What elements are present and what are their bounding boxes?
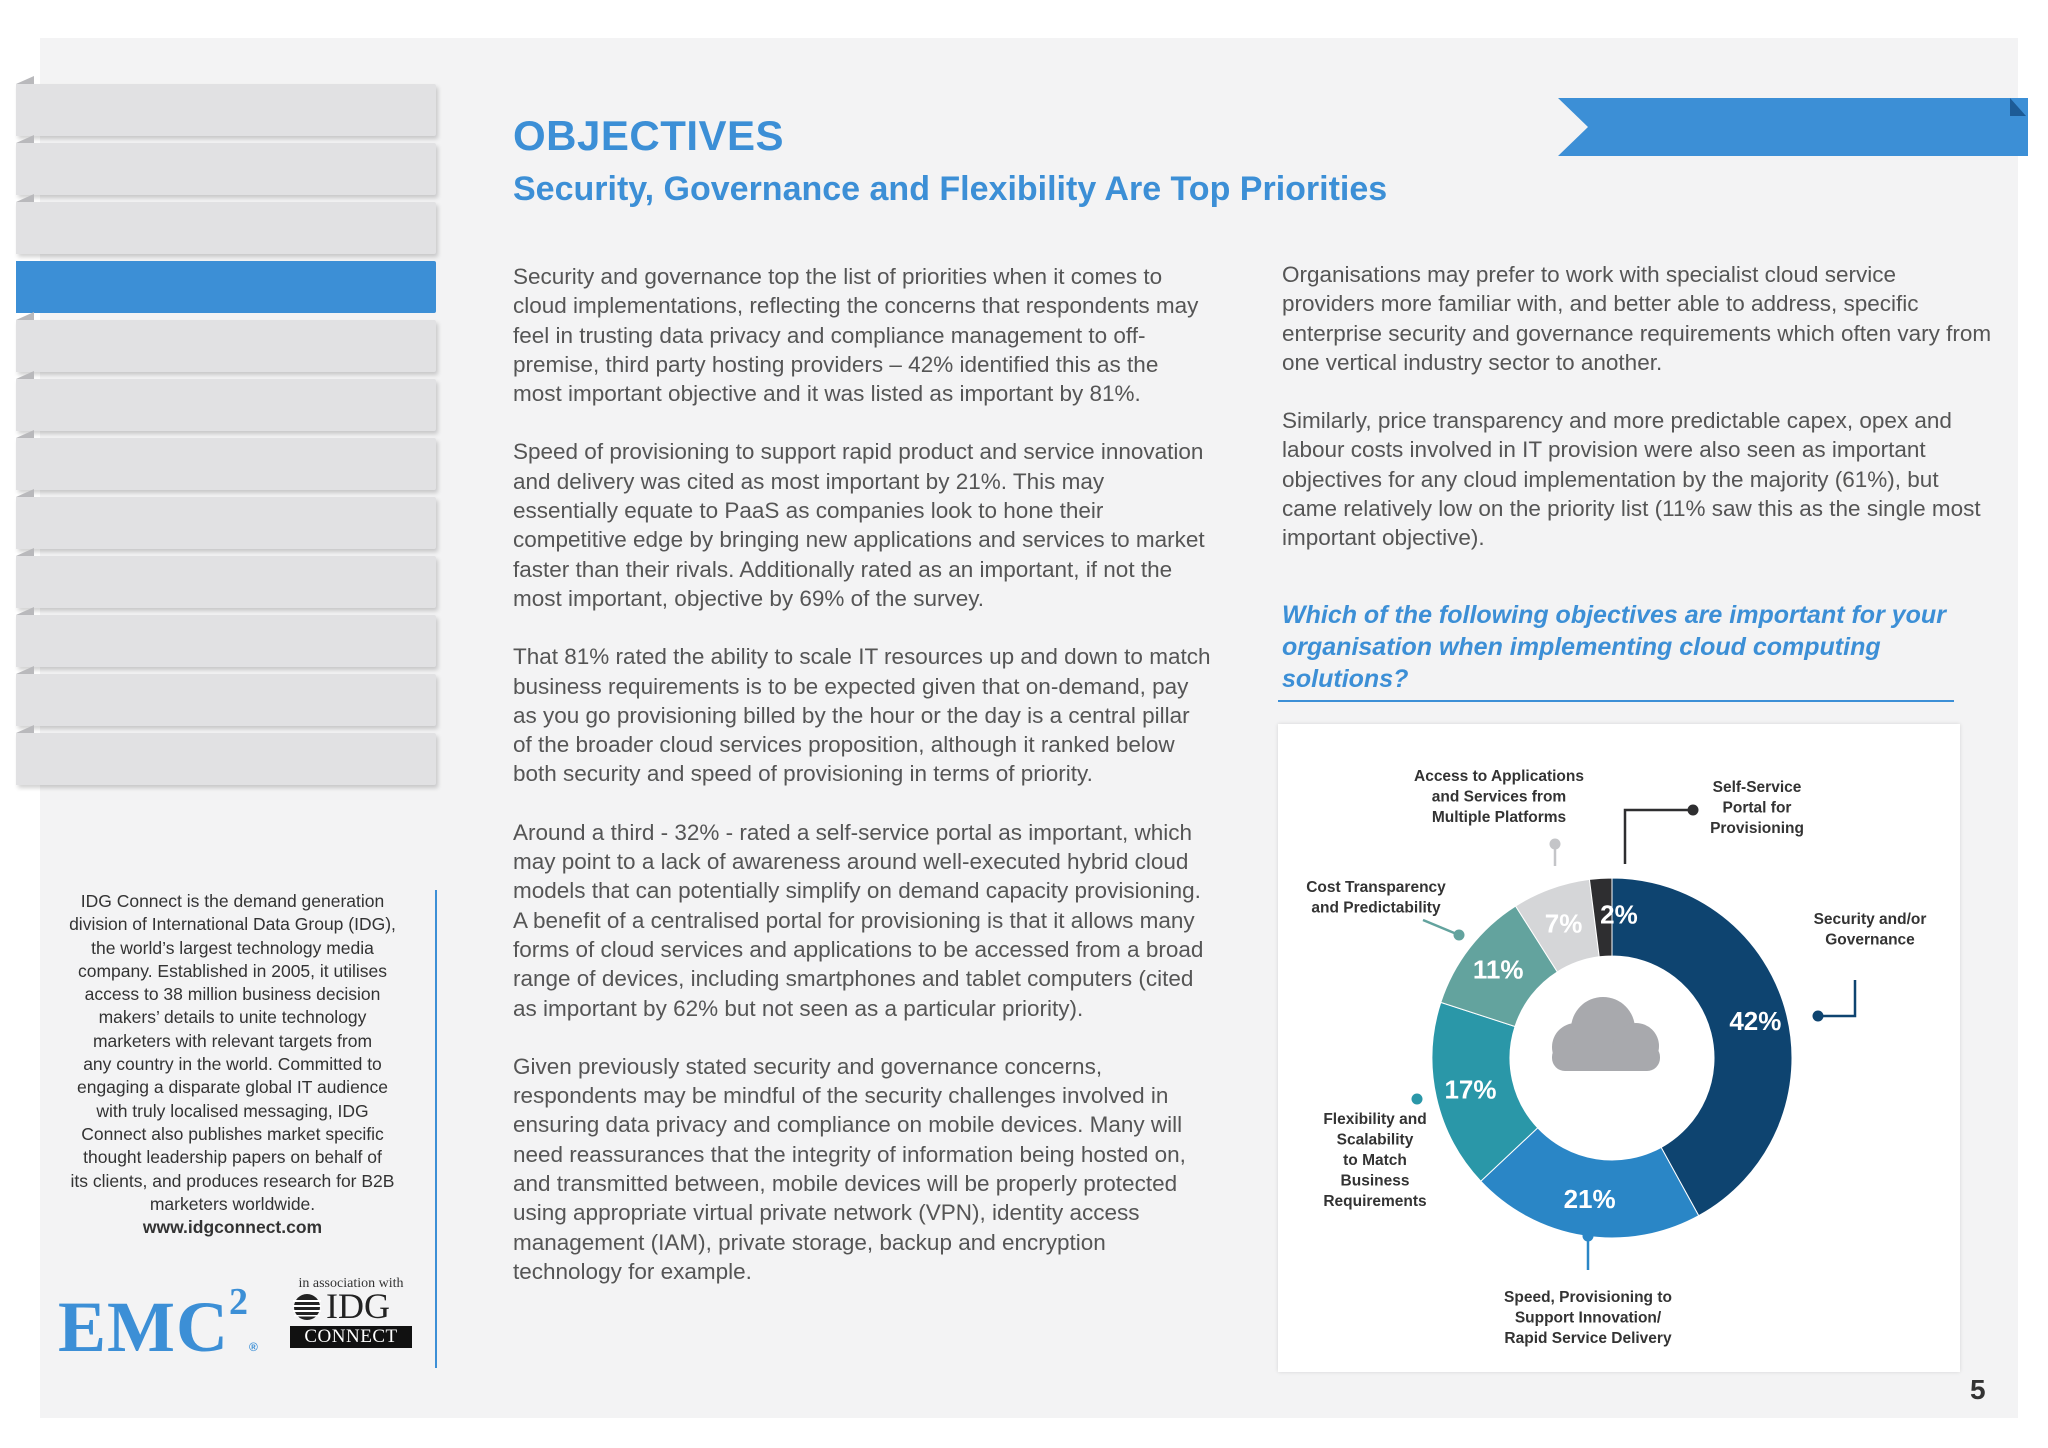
about-line: makers’ details to unite technology — [98, 1007, 367, 1028]
website-link[interactable]: www.idgconnect.com — [142, 1217, 323, 1238]
about-idg-connect — [60, 890, 405, 1239]
donut-chart — [1278, 724, 1960, 1372]
nav-tab-4-active[interactable] — [16, 261, 436, 313]
leader-line-self-service-portal-for-provisioning — [1625, 810, 1693, 864]
survey-question: Which of the following objectives are important for your organisation when implementing cloud computing solutions? — [1282, 601, 1946, 693]
about-line: the world’s largest technology media — [91, 937, 374, 958]
leader-dot-security-and-or-governance — [1813, 1011, 1824, 1022]
body-paragraph: That 81% rated the ability to scale IT resources up and down to match business requirements is to be expected given that on-demand, pay as you go provisioning billed by the hour or the day is a central pillar of the broader cloud services proposition, although it ranked below both security and speed of provisioning in terms of priority. — [513, 644, 1211, 787]
about-line: with truly localised messaging, IDG — [96, 1100, 369, 1121]
leader-dot-self-service-portal-for-provisioning — [1688, 805, 1699, 816]
connect-wordmark: CONNECT — [290, 1326, 412, 1348]
about-line: company. Established in 2005, it utilises — [77, 960, 387, 981]
leader-dot-access-to-applications-and-services-from-multiple-platforms — [1550, 839, 1561, 850]
category-label-speed-provisioning-to-support-innovation-rapid-service-delivery: Speed, Provisioning to Support Innovation/ Rapid Service Delivery — [1504, 1289, 1672, 1347]
about-line: marketers worldwide. — [149, 1193, 316, 1214]
about-line: division of International Data Group (IDG), — [69, 914, 396, 935]
about-line: engaging a disparate global IT audience — [76, 1077, 389, 1098]
nav-tab-2[interactable] — [16, 143, 436, 195]
leader-dot-flexibility-and-scalability-to-match-business-requirements — [1412, 1094, 1423, 1105]
pct-label-flexibility-and-scalability-to-match-business-requirements: 17% — [1444, 1074, 1497, 1105]
page-subtitle: Security, Governance and Flexibility Are Top Priorities — [513, 170, 1388, 208]
about-line: thought leadership papers on behalf of — [83, 1147, 382, 1168]
body-paragraph: Security and governance top the list of priorities when it comes to cloud implementations, reflecting the concerns that respondents may feel in trusting data privacy and compliance management to off-premise, third party hosting providers – 42% identified this as the most important objective and it was listed as important by 81%. — [513, 264, 1199, 407]
body-paragraph: Similarly, price transparency and more predictable capex, opex and labour costs involved in IT provision were also seen as important objectives for any cloud implementation by the majority (61%), but came relatively low on the priority list (11% saw this as the single most important objective). — [1282, 408, 1981, 551]
question-underline — [1278, 700, 1954, 702]
page-title: OBJECTIVES — [513, 112, 785, 159]
nav-tab-7[interactable] — [16, 438, 436, 490]
nav-tab-5[interactable] — [16, 320, 436, 372]
leader-line-security-and-or-governance — [1818, 980, 1855, 1016]
pct-label-security-and-or-governance: 42% — [1729, 1006, 1782, 1037]
category-label-security-and-or-governance: Security and/or Governance — [1813, 911, 1927, 949]
nav-tab-3[interactable] — [16, 202, 436, 254]
idg-logo: IDG — [290, 1292, 412, 1322]
body-paragraph: Organisations may prefer to work with specialist cloud service providers more familiar with, and better able to address, specific enterprise security and governance requirements which often vary from one vertical industry sector to another. — [1282, 262, 1992, 375]
body-paragraph: Given previously stated security and governance concerns, respondents may be mindful of the security challenges involved in ensuring data privacy and compliance on mobile devices. Many will need reassurances that the integrity of information being hosted on, and transmitted between, mobile devices will be properly protected using appropriate virtual private network (VPN), identity access management (IAM), private storage, backup and encryption technology for example. — [513, 1053, 1186, 1284]
pct-label-access-to-applications-and-services-from-multiple-platforms: 7% — [1544, 908, 1583, 939]
about-line: any country in the world. Committed to — [83, 1054, 382, 1075]
globe-icon — [290, 1292, 324, 1322]
pct-label-cost-transparency-and-predictability: 11% — [1472, 954, 1524, 985]
nav-tab-12[interactable] — [16, 733, 436, 785]
pct-label-speed-provisioning-to-support-innovation-rapid-service-delivery: 21% — [1563, 1184, 1616, 1215]
nav-tab-10[interactable] — [16, 615, 436, 667]
nav-tab-8[interactable] — [16, 497, 436, 549]
body-right-column — [1282, 260, 1992, 582]
cloud-icon — [1552, 997, 1660, 1071]
body-left-column — [513, 262, 1213, 1315]
nav-tab-6[interactable] — [16, 379, 436, 431]
nav-tab-1[interactable] — [16, 84, 436, 136]
emc-logo: EMC$^2$® — [58, 1281, 259, 1367]
about-line: marketers with relevant targets from — [92, 1030, 373, 1051]
body-paragraph: Speed of provisioning to support rapid product and service innovation and delivery was cited as most important by 21%. This may essentially equate to PaaS as companies look to hone their competitive edge by bringing new applications and services to market faster than their rivals. Additionally rated as an important, if not the most important, objective by 69% of the survey. — [513, 439, 1205, 611]
nav-tab-9[interactable] — [16, 556, 436, 608]
page-number: 5 — [1970, 1374, 1986, 1405]
header-ribbon — [1558, 98, 2028, 156]
category-label-cost-transparency-and-predictability: Cost Transparency and Predictability — [1306, 879, 1446, 917]
category-label-flexibility-and-scalability-to-match-business-requirements: Flexibility and Scalability to Match Business Requirements — [1323, 1111, 1427, 1210]
leader-dot-speed-provisioning-to-support-innovation-rapid-service-delivery — [1583, 1231, 1594, 1242]
about-line: access to 38 million business decision — [84, 984, 381, 1005]
about-line: its clients, and produces research for B2B — [70, 1170, 395, 1191]
about-line: Connect also publishes market specific — [81, 1123, 384, 1144]
association-text: in association with — [298, 1276, 404, 1291]
sidebar-divider — [435, 890, 437, 1368]
leader-dot-cost-transparency-and-predictability — [1454, 930, 1465, 941]
about-line: IDG Connect is the demand generation — [80, 891, 385, 911]
donut-chart-panel — [1278, 724, 1960, 1372]
nav-tab-11[interactable] — [16, 674, 436, 726]
category-label-self-service-portal-for-provisioning: Self-Service Portal for Provisioning — [1710, 779, 1804, 837]
body-paragraph: Around a third - 32% - rated a self-service portal as important, which may point to a lack of awareness around well-executed hybrid cloud models that can potentially simplify on demand capacity provisioning. A benefit of a centralised portal for provisioning is that it allows many forms of cloud services and applications to be accessed from a broad range of devices, including smartphones and tablet computers (cited as important by 62% but not seen as a particular priority). — [513, 819, 1204, 1021]
ribbon-fold — [2010, 98, 2026, 116]
leader-line-cost-transparency-and-predictability — [1423, 920, 1459, 935]
category-label-access-to-applications-and-services-from-multiple-platforms: Access to Applications and Services from Multiple Platforms — [1414, 768, 1584, 826]
pct-label-self-service-portal-for-provisioning: 2% — [1600, 899, 1638, 930]
